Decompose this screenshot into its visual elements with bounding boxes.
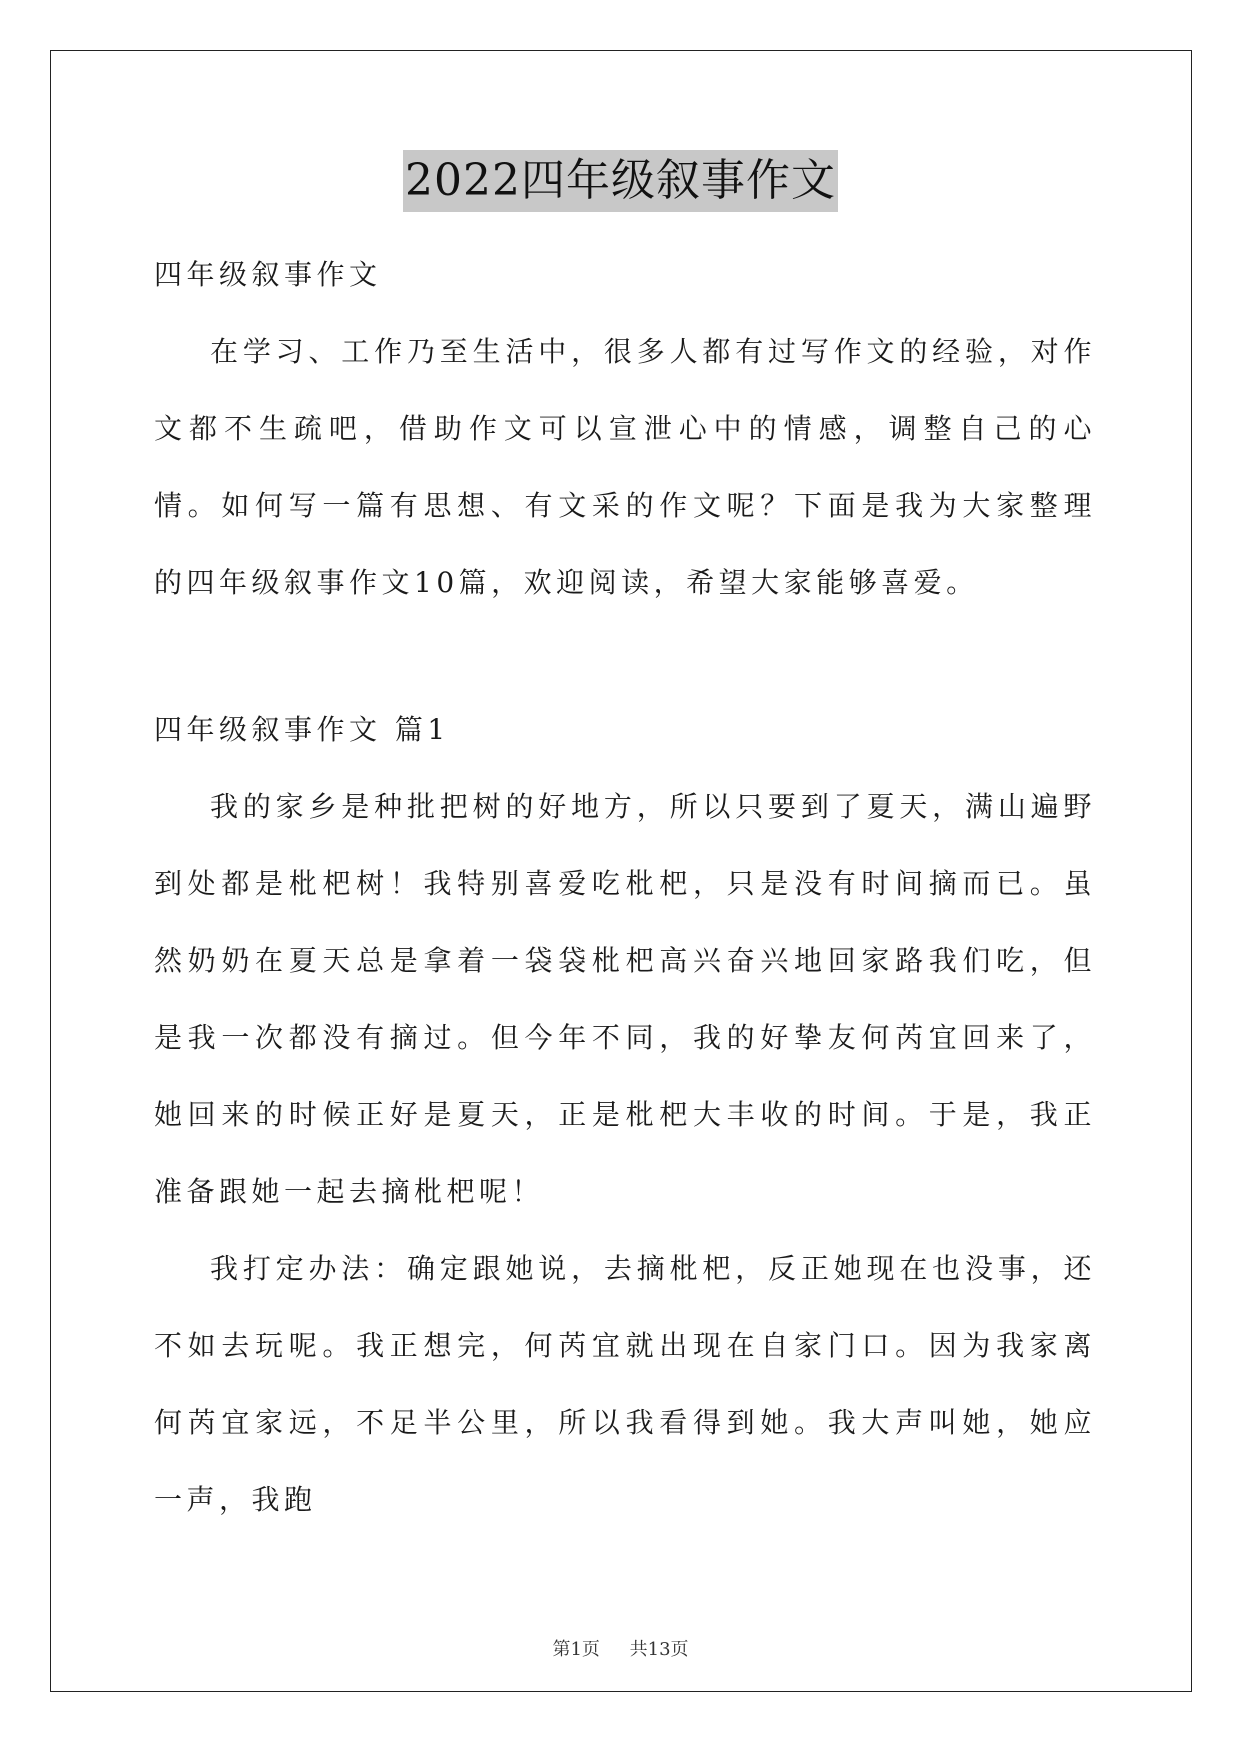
page-number-current: 第1页: [552, 1639, 600, 1660]
section-paragraph: 我的家乡是种批把树的好地方，所以只要到了夏天，满山遍野到处都是枇杷树！我特别喜爱吃枇杷，只是没有时间摘而已。虽然奶奶在夏天总是拿着一袋袋枇杷高兴奋兴地回家路我们吃，但是我一次都没有摘过。但今年不同，我的好挚友何芮宜回来了，她回来的时候正好是夏天，正是枇杷大丰收的时间。于是，我正准备跟她一起去摘枇杷呢！: [154, 790, 1096, 1208]
page-footer: [0, 1635, 1241, 1661]
title-container: [0, 150, 1241, 212]
intro-heading: 四年级叙事作文: [154, 258, 382, 291]
document-body: [154, 236, 1096, 1538]
intro-paragraph: 在学习、工作乃至生活中，很多人都有过写作文的经验，对作文都不生疏吧，借助作文可以宣泄心中的情感，调整自己的心情。如何写一篇有思想、有文采的作文呢？下面是我为大家整理的四年级叙事作文10篇，欢迎阅读，希望大家能够喜爱。: [154, 335, 1096, 599]
section-heading: 四年级叙事作文 篇1: [154, 713, 450, 746]
section-paragraph: 我打定办法：确定跟她说，去摘枇杷，反正她现在也没事，还不如去玩呢。我正想完，何芮宜就出现在自家门口。因为我家离何芮宜家远，不足半公里，所以我看得到她。我大声叫她，她应一声，我跑: [154, 1252, 1096, 1516]
document-title: 2022四年级叙事作文: [403, 150, 838, 212]
page-number-total: 共13页: [629, 1639, 689, 1660]
section-spacer: [154, 621, 1096, 691]
